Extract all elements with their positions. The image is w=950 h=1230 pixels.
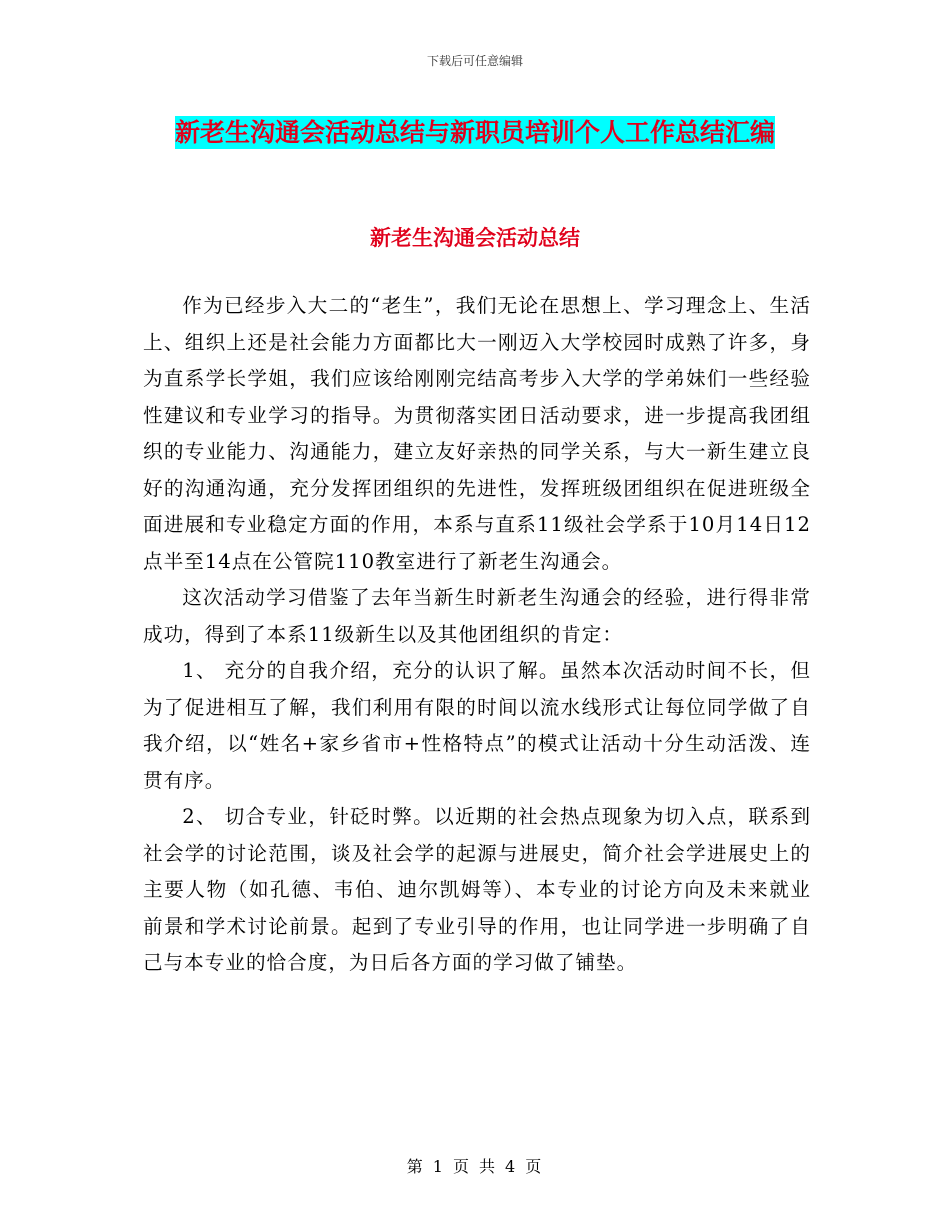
page-total: 4 <box>505 1157 518 1176</box>
body-paragraph: 1、 充分的自我介绍，充分的认识了解。虽然本次活动时间不长，但为了促进相互了解，我们利用有限的时间以流水线形式让每位同学做了自我介绍，以“姓名+家乡省市+性格特点”的模式让活动十分生动活泼、连贯有序。 <box>143 659 811 792</box>
page-footer <box>0 1154 950 1177</box>
total-label: 共 <box>479 1157 498 1176</box>
header-note: 下载后可任意编辑 <box>426 54 523 68</box>
document-title-text: 新老生沟通会活动总结与新职员培训个人工作总结汇编 <box>174 118 775 147</box>
page-label-mid: 页 <box>452 1157 471 1176</box>
body-paragraph: 作为已经步入大二的“老生”，我们无论在思想上、学习理念上、生活上、组织上还是社会能力方面都比大一刚迈入大学校园时成熟了许多，身为直系学长学姐，我们应该给刚刚完结高考步入大学的学弟妹们一些经验性建议和专业学习的指导。为贯彻落实团日活动要求，进一步提高我团组织的专业能力、沟通能力，建立友好亲热的同学关系，与大一新生建立良好的沟通沟通，充分发挥团组织的先进性，发挥班级团组织在促进班级全面进展和专业稳定方面的作用，本系与直系11级社会学系于10月14日12点半至14点在公管院110教室进行了新老生沟通会。 <box>143 294 811 573</box>
section-title: 新老生沟通会活动总结 <box>370 226 580 250</box>
body-paragraph: 这次活动学习借鉴了去年当新生时新老生沟通会的经验，进行得非常成功，得到了本系11级新生以及其他团组织的肯定： <box>143 586 811 646</box>
page-label-prefix: 第 <box>406 1157 425 1176</box>
document-title <box>140 110 810 156</box>
document-body <box>143 288 811 982</box>
body-paragraph: 2、 切合专业，针砭时弊。以近期的社会热点现象为切入点，联系到社会学的讨论范围，谈及社会学的起源与进展史，简介社会学进展史上的主要人物（如孔德、韦伯、迪尔凯姆等）、本专业的讨论方向及未来就业前景和学术讨论前景。起到了专业引导的作用，也让同学进一步明确了自己与本专业的恰合度，为日后各方面的学习做了铺垫。 <box>143 805 811 974</box>
page-current: 1 <box>432 1157 445 1176</box>
page-label-suffix: 页 <box>525 1157 544 1176</box>
